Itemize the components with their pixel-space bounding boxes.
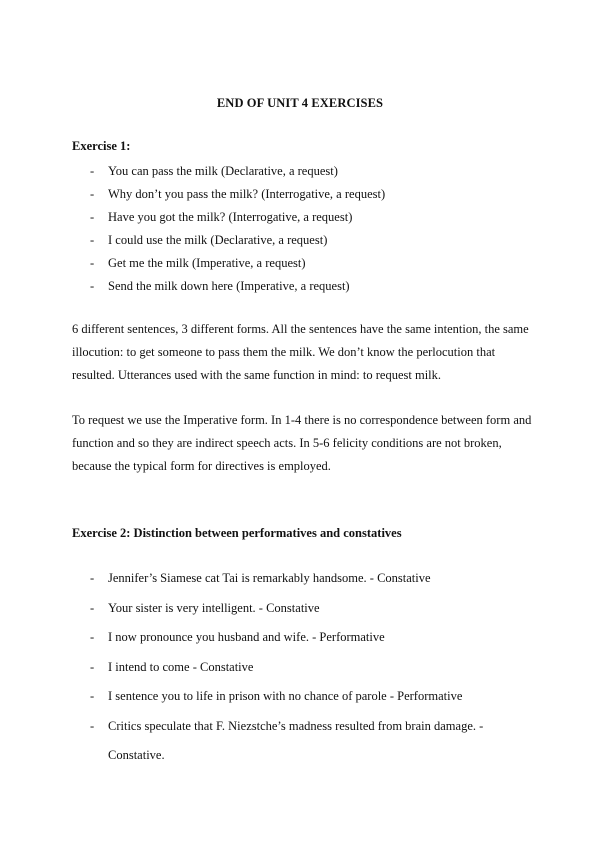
list-item-text: Your sister is very intelligent. - Constative — [108, 600, 320, 615]
exercise-1-paragraph-2: To request we use the Imperative form. In 1-4 there is no correspondence between form and function and so they are indirect speech acts. In 5-6 felicity conditions are not broken, because the typical form for directives is employed. — [72, 413, 532, 473]
exercise-2-heading: Exercise 2: Distinction between performatives and constatives — [72, 526, 402, 540]
bullet-dash: - — [90, 256, 95, 270]
list-item-text: I could use the milk (Declarative, a request) — [108, 233, 328, 247]
list-item — [72, 623, 528, 653]
list-item — [72, 183, 528, 206]
bullet-dash: - — [90, 279, 95, 293]
bullet-dash: - — [90, 571, 95, 585]
list-item — [72, 206, 528, 229]
list-item — [72, 160, 528, 183]
list-item-text: Critics speculate that F. Niezstche’s madness resulted from brain damage. - Constative. — [108, 718, 484, 762]
exercise-1-list — [72, 160, 528, 298]
list-item — [72, 275, 528, 298]
exercise-2-list — [72, 564, 528, 771]
list-item-text: I now pronounce you husband and wife. - Performative — [108, 630, 385, 644]
bullet-dash: - — [90, 233, 95, 247]
bullet-dash: - — [90, 164, 95, 178]
bullet-dash: - — [90, 210, 95, 224]
bullet-dash: - — [90, 630, 95, 644]
exercise-1-heading: Exercise 1: — [72, 139, 131, 153]
list-item-text: Jennifer’s Siamese cat Tai is remarkably handsome. - Constative — [108, 571, 431, 585]
list-item — [72, 594, 528, 624]
bullet-dash: - — [90, 718, 95, 733]
bullet-dash: - — [90, 689, 95, 703]
list-item-text: Get me the milk (Imperative, a request) — [108, 256, 306, 270]
list-item-text: I intend to come - Constative — [108, 659, 254, 674]
list-item-text: I sentence you to life in prison with no chance of parole - Performative — [108, 689, 463, 703]
list-item — [72, 682, 528, 712]
list-item — [72, 653, 528, 683]
list-item-text: Send the milk down here (Imperative, a request) — [108, 279, 350, 293]
list-item — [72, 229, 528, 252]
bullet-dash: - — [90, 659, 95, 674]
bullet-dash: - — [90, 600, 95, 615]
list-item — [72, 564, 528, 594]
list-item-text: Why don’t you pass the milk? (Interrogative, a request) — [108, 187, 386, 201]
list-item — [72, 252, 528, 275]
list-item-text: You can pass the milk (Declarative, a request) — [108, 164, 338, 178]
list-item-text: Have you got the milk? (Interrogative, a request) — [108, 210, 353, 224]
document-title: END OF UNIT 4 EXERCISES — [216, 96, 384, 110]
list-item — [72, 712, 528, 771]
exercise-1-paragraph-1: 6 different sentences, 3 different forms. All the sentences have the same intention, the same illocution: to get someone to pass them the milk. We don’t know the perlocution that resulted. Utterances used with the same function in mind: to request milk. — [72, 322, 529, 382]
bullet-dash: - — [90, 187, 95, 201]
